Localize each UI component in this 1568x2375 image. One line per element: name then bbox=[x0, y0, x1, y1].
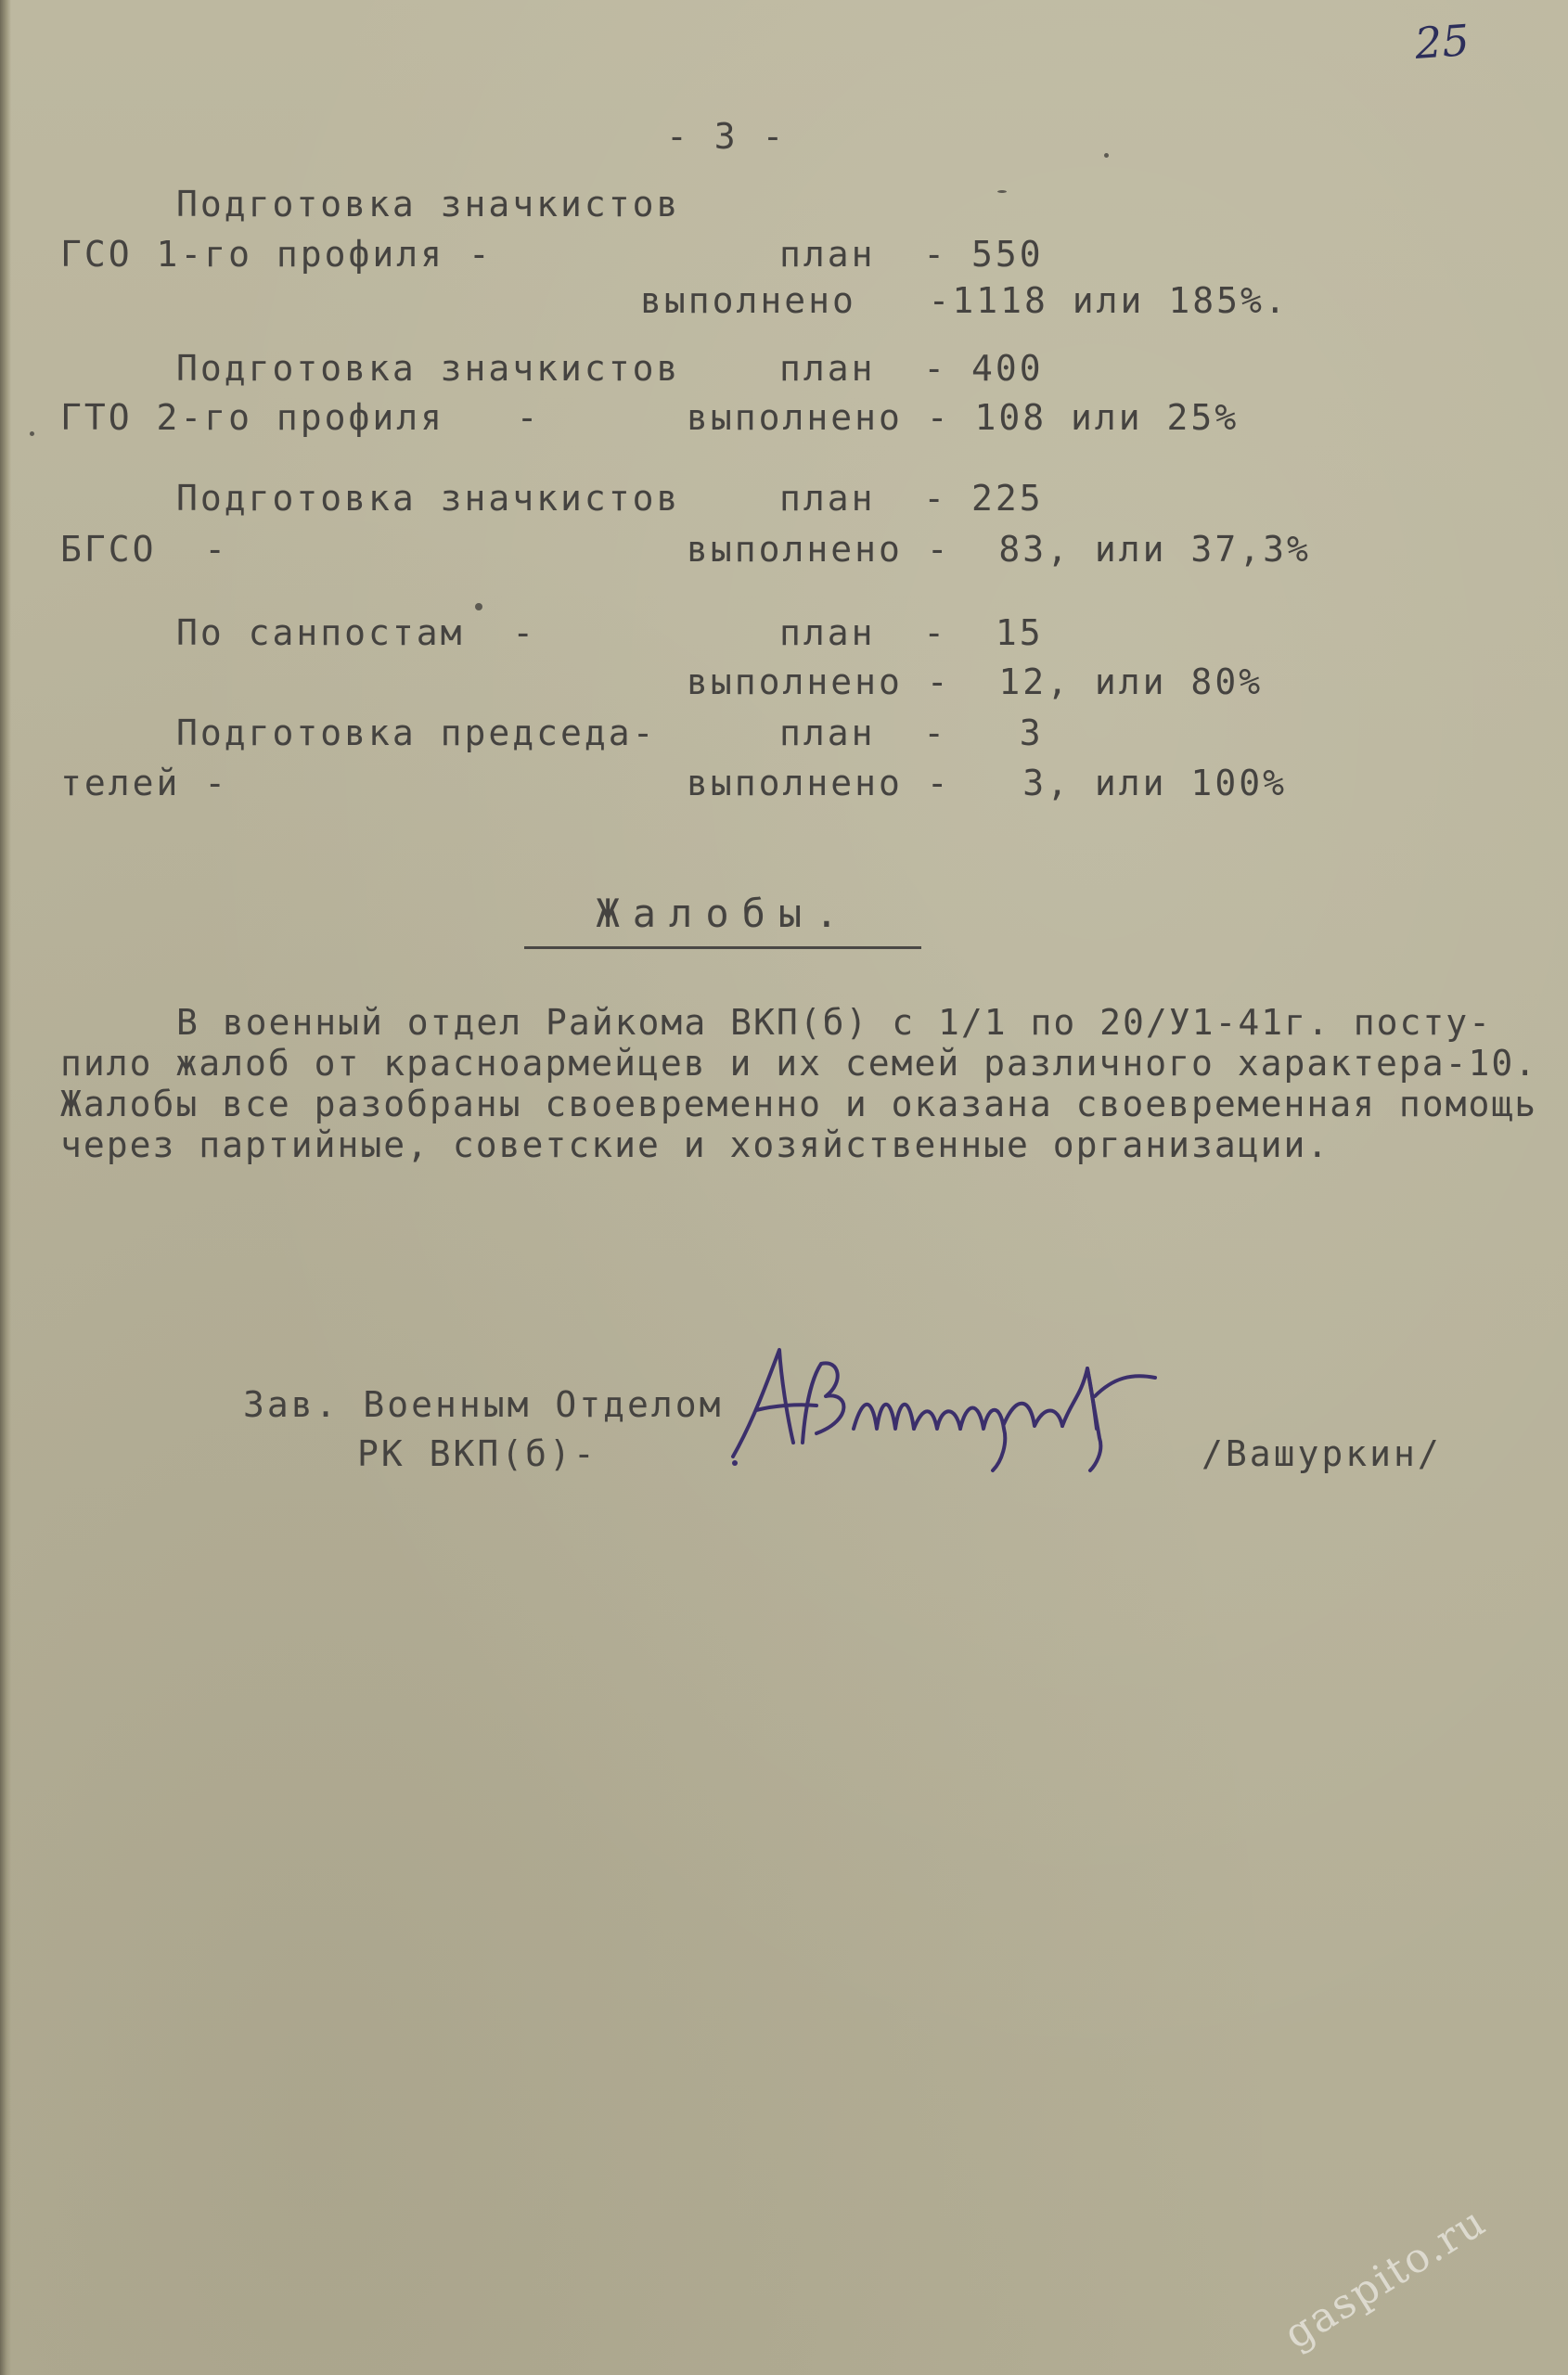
complaints-paragraph bbox=[60, 1002, 1563, 1165]
plan-item-line: Подготовка председа- bbox=[176, 712, 657, 753]
plan-item-line: ГСО 1-го профиля - bbox=[60, 234, 493, 275]
signatory-title: Зав. Военным Отделом bbox=[243, 1384, 724, 1425]
plan-item-line: Подготовка значкистов bbox=[176, 184, 681, 225]
done-value: выполнено - 3, или 100% bbox=[687, 763, 1287, 803]
handwritten-signature bbox=[724, 1341, 1188, 1480]
ink-speck bbox=[1104, 153, 1109, 158]
binding-edge bbox=[0, 0, 11, 2375]
plan-item-line: ГТО 2-го профиля - bbox=[60, 397, 541, 438]
done-value: выполнено - 12, или 80% bbox=[687, 661, 1264, 702]
paragraph-line: через партийные, советские и хозяйственные организации. bbox=[60, 1124, 1330, 1165]
plan-item-line: Подготовка значкистов bbox=[176, 348, 681, 389]
done-value: выполнено -1118 или 185%. bbox=[640, 280, 1289, 321]
plan-item-line: телей - bbox=[60, 763, 229, 803]
watermark: gaspito.ru bbox=[1276, 2197, 1495, 2359]
plan-item-line: По санпостам - bbox=[176, 612, 537, 653]
ink-speck bbox=[30, 431, 34, 436]
paragraph-line: Жалобы все разобраны своевременно и оказана своевременная помощь bbox=[60, 1084, 1538, 1124]
plan-item-line: БГСО - bbox=[60, 529, 229, 570]
paragraph-line: В военный отдел Райкома ВКП(б) с 1/1 по 20/У1-41г. посту- bbox=[176, 1002, 1493, 1043]
plan-value: план - 225 bbox=[779, 478, 1044, 519]
plan-item-line: Подготовка значкистов bbox=[176, 478, 681, 519]
done-value: выполнено - 108 или 25% bbox=[687, 397, 1240, 438]
page-number: - 3 - bbox=[666, 116, 787, 157]
heading-underline bbox=[524, 946, 921, 949]
plan-value: план - 15 bbox=[779, 612, 1044, 653]
plan-value: план - 3 bbox=[779, 712, 1044, 753]
signatory-title: РК ВКП(б)- bbox=[357, 1433, 598, 1474]
section-heading: Жалобы. bbox=[596, 891, 852, 936]
ink-speck bbox=[475, 603, 482, 610]
folio-number: 25 bbox=[1413, 15, 1472, 69]
plan-value: план - 550 bbox=[779, 234, 1044, 275]
paragraph-line: пило жалоб от красноармейцев и их семей различного характера-10. bbox=[60, 1043, 1538, 1084]
plan-value: план - 400 bbox=[779, 348, 1044, 389]
signatory-name: /Вашуркин/ bbox=[1202, 1433, 1442, 1474]
ink-speck bbox=[997, 190, 1007, 193]
done-value: выполнено - 83, или 37,3% bbox=[687, 529, 1311, 570]
